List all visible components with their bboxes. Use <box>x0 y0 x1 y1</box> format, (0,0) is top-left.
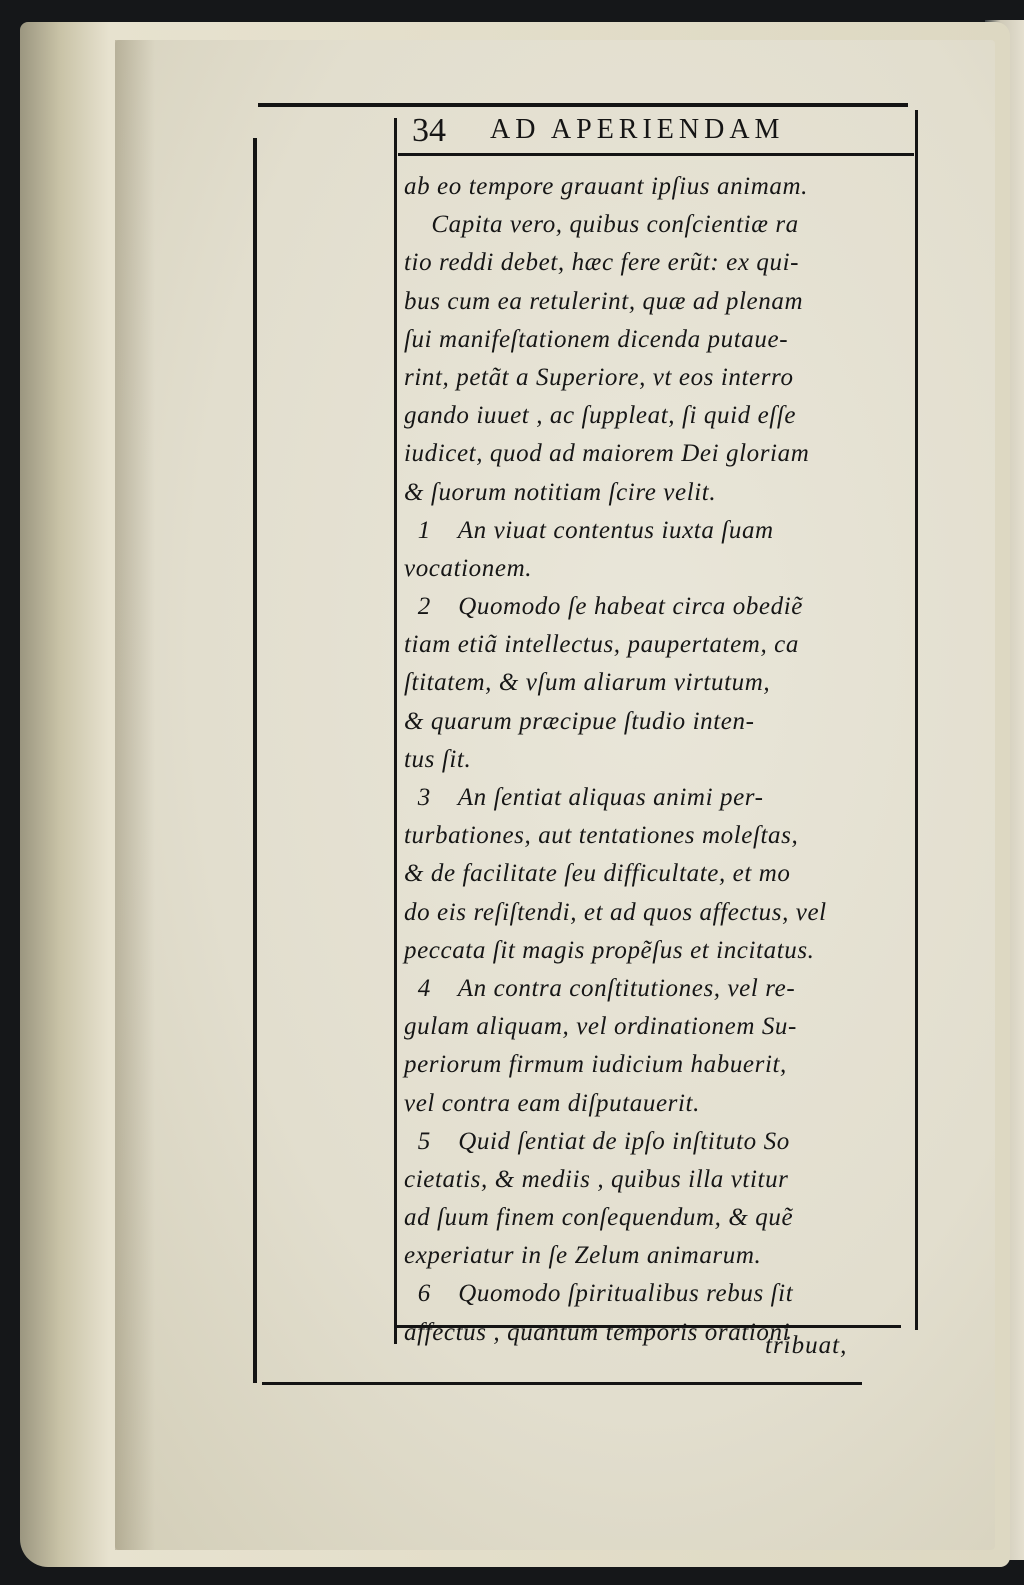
text-right-rule <box>915 110 918 1330</box>
spine-shadow <box>115 40 155 1550</box>
text-line: ab eo tempore grauant ipſius animam. <box>404 173 808 200</box>
text-line: & de facilitate ſeu difficultate, et mo <box>404 860 791 888</box>
text-line: 6 Quomodo ſpiritualibus rebus ſit <box>404 1280 794 1308</box>
text-line: tio reddi debet, hæc fere erũt: ex qui- <box>404 249 800 277</box>
text-line: ſtitatem, & vſum aliarum virtutum, <box>404 669 771 697</box>
text-line: do eis reſiſtendi, et ad quos affectus, vel <box>404 898 827 926</box>
text-line: iudicet, quod ad maiorem Dei gloriam <box>404 440 810 468</box>
text-line: experiatur in ſe Zelum animarum. <box>404 1242 762 1270</box>
text-line: 4 An contra conſtitutiones, vel re- <box>404 974 796 1002</box>
text-line: ad ſuum finem conſequendum, & quẽ <box>404 1204 794 1232</box>
text-line: ſui manifeſtationem dicenda putaue- <box>404 325 789 353</box>
text-line: 5 Quid ſentiat de ipſo inſtituto So <box>404 1127 790 1155</box>
text-line: gulam aliquam, vel ordinationem Su- <box>404 1013 797 1041</box>
text-line: 3 An ſentiat aliquas animi per- <box>404 784 764 811</box>
bottom-frame-rule <box>262 1382 862 1385</box>
text-line: 2 Quomodo ſe habeat circa obediẽ <box>404 593 803 621</box>
text-line: rint, petãt a Superiore, vt eos interro <box>404 363 794 391</box>
catchword: tribuat, <box>765 1332 848 1359</box>
body-text <box>404 168 910 1352</box>
text-line: & quarum præcipue ſtudio inten- <box>404 707 755 735</box>
running-title: AD APERIENDAM <box>490 114 785 145</box>
text-line: vel contra eam diſputauerit. <box>404 1089 700 1117</box>
text-line: affectus , quantum temporis orationi <box>404 1318 791 1346</box>
page-number: 34 <box>412 112 446 149</box>
top-frame-rule <box>258 103 908 107</box>
left-margin-rule <box>253 138 257 1383</box>
text-line: peccata ſit magis propẽſus et incitatus. <box>404 936 815 964</box>
text-line: gando iuuet , ac ſuppleat, ſi quid eſſe <box>404 402 797 430</box>
text-line: Capita vero, quibus conſcientiæ ra <box>404 211 799 239</box>
text-line: vocationem. <box>404 554 533 582</box>
text-line: tiam etiã intellectus, paupertatem, ca <box>404 631 799 659</box>
text-line: 1 An viuat contentus iuxta ſuam <box>404 516 774 544</box>
text-line: periorum firmum iudicium habuerit, <box>404 1051 787 1079</box>
text-line: tus ſit. <box>404 745 472 773</box>
text-left-rule <box>394 118 397 1344</box>
text-line: turbationes, aut tentationes moleſtas, <box>404 822 799 850</box>
text-line: bus cum ea retulerint, quæ ad plenam <box>404 287 804 315</box>
text-line: & ſuorum notitiam ſcire velit. <box>404 478 717 506</box>
page-header <box>412 110 912 154</box>
text-line: cietatis, & mediis , quibus illa vtitur <box>404 1165 789 1193</box>
